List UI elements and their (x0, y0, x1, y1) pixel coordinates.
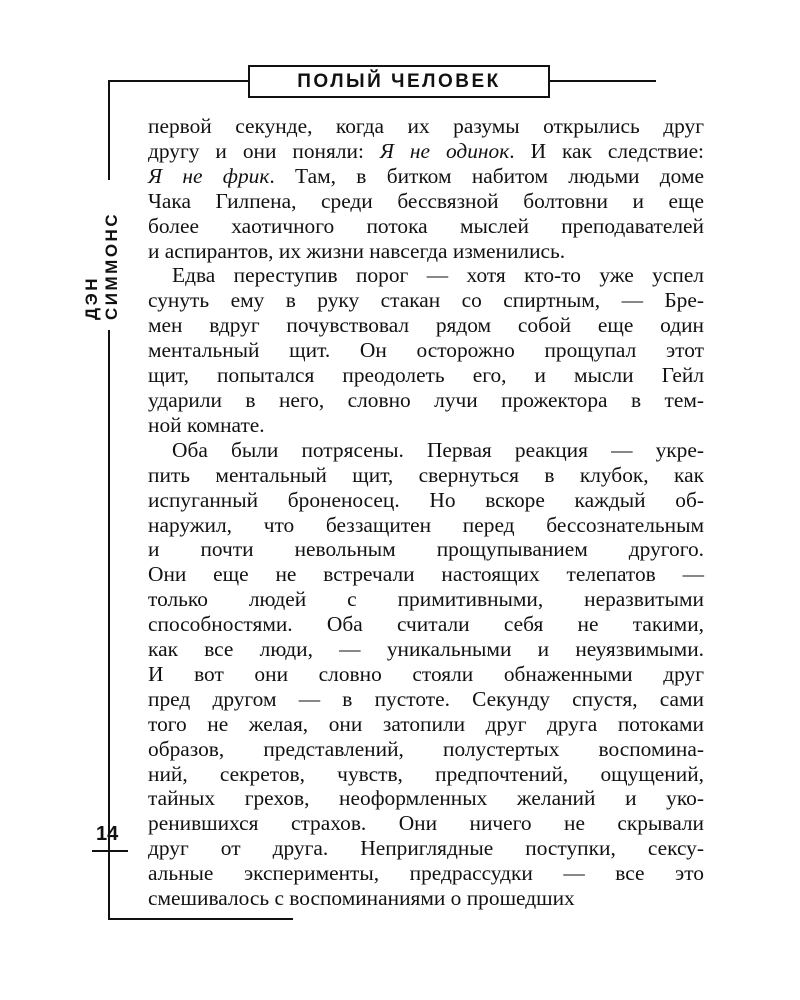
text-line: и почти невольным прощупыванием другого. (148, 537, 704, 562)
text-line: более хаотичного потока мыслей преподавателей (148, 213, 704, 238)
text-line: Они еще не встречали настоящих телепатов — (148, 562, 704, 587)
text-line: альные эксперименты, предрассудки — все это (148, 861, 704, 886)
emphasis: Я не фрик (148, 163, 270, 188)
text-line: испуганный броненосец. Но вскоре каждый об- (148, 487, 704, 512)
text-line: пить ментальный щит, свернуться в клубок, как (148, 462, 704, 487)
text-line: мен вдруг почувствовал рядом собой еще один (148, 313, 704, 338)
text-line: только людей с примитивными, неразвитыми (148, 587, 704, 612)
text-line: сунуть ему в руку стакан со спиртным, — Бре- (148, 288, 704, 313)
text-line: ударили в него, словно лучи прожектора в тем- (148, 387, 704, 412)
text-line: пред другом — в пустоте. Секунду спустя, сами (148, 686, 704, 711)
text-line: первой секунде, когда их разумы открылись друг (148, 114, 704, 138)
text-line: ментальный щит. Он осторожно прощупал этот (148, 338, 704, 363)
text-line: того не желая, они затопили друг друга потоками (148, 711, 704, 736)
footer-rule (108, 918, 293, 920)
text-line: ренившихся страхов. Они ничего не скрывали (148, 811, 704, 836)
paragraph (148, 114, 704, 263)
text-line: друг от друга. Неприглядные поступки, сексу- (148, 836, 704, 861)
text-line: Оба были потрясены. Первая реакция — укре- (172, 437, 704, 462)
text-line: Чака Гилпена, среди бессвязной болтовни и еще (148, 188, 704, 213)
text-line: наружил, что беззащитен перед бессознательным (148, 512, 704, 537)
text-line: образов, представлений, полустертых воспомина- (148, 736, 704, 761)
page-number-rule (92, 850, 128, 852)
side-rule-bottom (108, 850, 110, 920)
running-author: ДЭН СИММОНС (90, 180, 114, 320)
text-line: ний, секретов, чувств, предпочтений, ощущений, (148, 761, 704, 786)
text-line: смешивалось с воспоминаниями о прошедших (148, 886, 575, 911)
text-line: и аспирантов, их жизни навсегда изменились. (148, 238, 566, 263)
paragraph (148, 438, 704, 911)
text-line: как все люди, — уникальными и неуязвимыми. (148, 637, 704, 662)
text-line: тайных грехов, неоформленных желаний и уко- (148, 786, 704, 811)
text-line: способностями. Оба считали себя не такими, (148, 612, 704, 637)
page-number: 14 (96, 823, 119, 845)
text-line: Я не фрик. Там, в битком набитом людьми доме (148, 163, 704, 188)
header-rule-right (548, 80, 656, 82)
side-rule-mid (108, 330, 110, 852)
text-line: И вот они словно стояли обнаженными друг (148, 661, 704, 686)
text-line: Едва переступив порог — хотя кто-то уже успел (172, 263, 704, 288)
emphasis: Я не одинок (379, 138, 510, 163)
running-title: ПОЛЫЙ ЧЕЛОВЕК (248, 65, 550, 98)
text-line: щит, попытался преодолеть его, и мысли Гейл (148, 363, 704, 388)
paragraph (148, 263, 704, 437)
side-rule-top (108, 80, 110, 185)
body-text (148, 114, 704, 911)
header-rule-left (108, 80, 250, 82)
text-line: ной комнате. (148, 412, 265, 437)
text-line: другу и они поняли: Я не одинок. И как следствие: (148, 138, 705, 163)
